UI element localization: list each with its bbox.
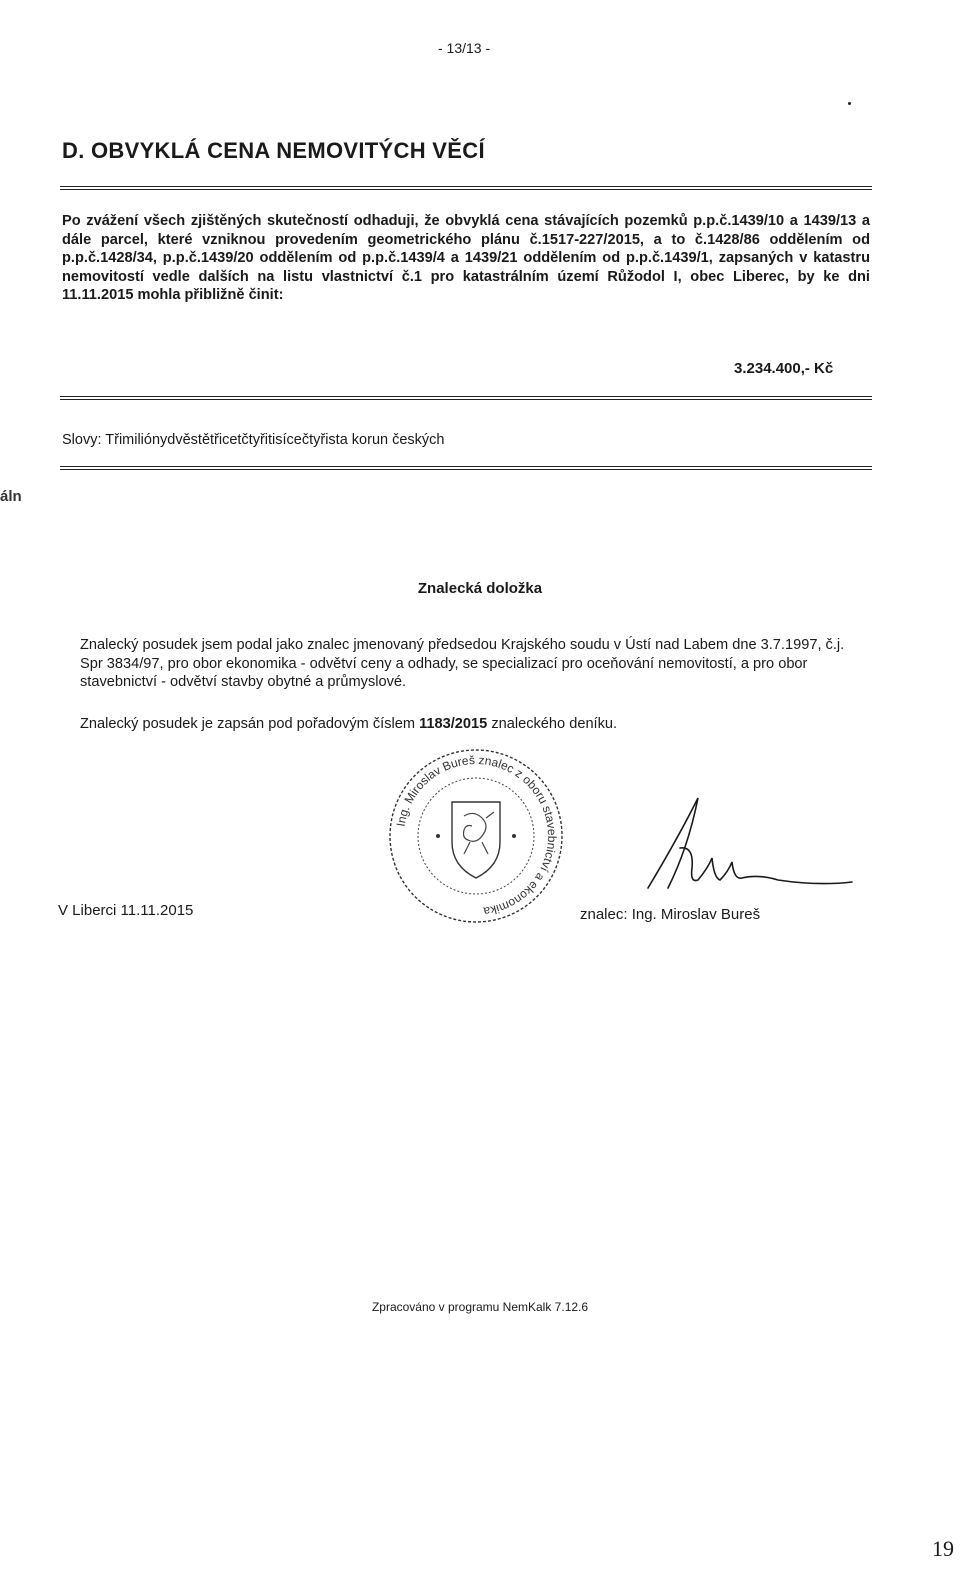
seal-outer-text: Ing. Miroslav Bureš znalec z oboru stavebnictví a ekonomika xyxy=(393,752,560,919)
sheet-number: 19 xyxy=(932,1536,954,1561)
handwritten-signature-icon xyxy=(628,788,858,898)
page-number: - 13/13 - xyxy=(438,40,491,56)
register-suffix: znaleckého deníku. xyxy=(487,716,618,732)
scan-speck xyxy=(848,102,851,105)
section-heading: D. OBVYKLÁ CENA NEMOVITÝCH VĚCÍ xyxy=(62,138,485,163)
expert-clause-title: Znalecká doložka xyxy=(417,580,543,597)
total-price: 3.234.400,- Kč xyxy=(734,360,834,377)
expert-seal-icon xyxy=(386,746,566,926)
margin-fragment: áln xyxy=(0,488,22,505)
divider xyxy=(60,396,872,400)
place-and-date: V Liberci 11.11.2015 xyxy=(58,902,194,919)
register-prefix: Znalecký posudek je zapsán pod pořadovým číslem xyxy=(80,716,420,732)
register-number: 1183/2015 xyxy=(419,716,488,732)
register-line xyxy=(80,716,870,732)
valuation-statement: Po zvážení všech zjištěných skutečností odhaduji, že obvyklá cena stávajících pozemků p.p.č.1439/10 a 1439/13 a dále parcel, které vzniknou provedením geometrického plánu č.1517-227/2015, a to č.1428/86 oddělením od p.p.č.1428/34, p.p.č.1439/20 oddělením od p.p.č.1439/4 a 1439/21 oddělením od p.p.č.1439/1, zapsaných v katastru nemovitostí vedle dalších na listu vlastnictví č.1 pro katastrálním území Růžodol I, obec Liberec, by ke dni 11.11.2015 mohla přibližně činit: xyxy=(62,213,870,304)
software-note: Zpracováno v programu NemKalk 7.12.6 xyxy=(371,1300,589,1314)
divider xyxy=(60,186,872,190)
divider xyxy=(60,466,872,470)
price-in-words: Slovy: Třimiliónydvěstětřicetčtyřitisícečtyřista korun českých xyxy=(62,432,445,448)
expert-clause-text: Znalecký posudek jsem podal jako znalec jmenovaný předsedou Krajského soudu v Ústí nad Labem dne 3.7.1997, č.j. Spr 3834/97, pro obor ekonomika - odvětví ceny a odhady, se specializací pro oceňování nemovitostí, a pro obor stavebnictví - odvětví stavby obytné a průmyslové. xyxy=(80,637,845,691)
expert-name: znalec: Ing. Miroslav Bureš xyxy=(580,906,761,923)
